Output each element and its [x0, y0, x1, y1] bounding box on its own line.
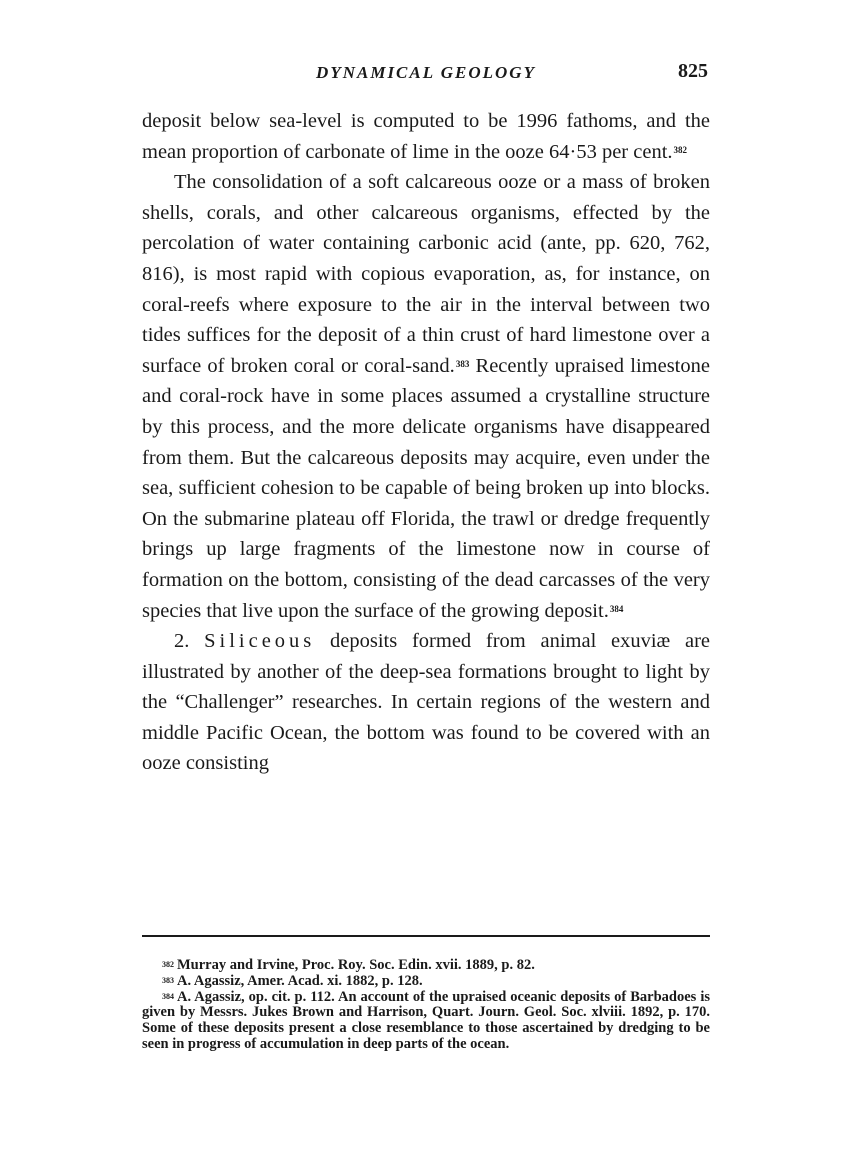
footnote-383	[142, 974, 710, 990]
footnotes	[142, 958, 710, 1053]
paragraph-3	[142, 626, 710, 779]
footnote-ref: 384	[609, 603, 624, 614]
footnote-ref: 383	[455, 358, 470, 369]
footnote-text: A. Agassiz, Amer. Acad. xi. 1882, p. 128.	[177, 972, 423, 989]
section-number: 2.	[174, 630, 205, 653]
footnote-text: A. Agassiz, op. cit. p. 112. An account of the upraised oceanic deposits of Barbadoes is given by Messrs. Jukes Brown and Harrison, Quart. Journ. Geol. Soc. xlviii. 1892, p. 170. Some of these deposits present a close resemblance to those ascertained by dredging to be seen in progress of accumulation in deep parts of the ocean.	[142, 988, 710, 1052]
page-number: 825	[678, 60, 708, 82]
body-text	[142, 106, 710, 779]
emphasized-term: Siliceous	[204, 630, 316, 653]
running-title: DYNAMICAL GEOLOGY	[316, 63, 536, 82]
footnote-number: 383	[162, 975, 174, 985]
footnote-number: 384	[162, 991, 174, 1001]
paragraph-text: deposit below sea-level is computed to be 1996 fathoms, and the mean proportion of carbonate of lime in the ooze 64·53 per cent.	[142, 110, 710, 163]
footnote-text: Murray and Irvine, Proc. Roy. Soc. Edin. xvii. 1889, p. 82.	[177, 957, 535, 973]
footnote-384	[142, 990, 710, 1053]
paragraph-text: deposits formed from animal exuviæ are illustrated by another of the deep-sea formations brought to light by the “Challenger” researches. In certain regions of the western and middle Pacific Ocean, the bottom was found to be covered with an ooze consisting	[142, 630, 710, 775]
footnote-rule	[142, 935, 710, 937]
paragraph-1	[142, 106, 710, 167]
paragraph-text: The consolidation of a soft calcareous ooze or a mass of broken shells, corals, and other calcareous organisms, effected by the percolation of water containing carbonic acid (ante, pp. 620, 762, 816), is most rapid with copious evaporation, as, for instance, on coral-reefs where exposure to the air in the interval between two tides suffices for the deposit of a thin crust of hard limestone over a surface of broken coral or coral-sand.	[142, 171, 710, 377]
paragraph-text: Recently upraised limestone and coral-rock have in some places assumed a crystalline structure by this process, and the more delicate organisms have disappeared from them. But the calcareous deposits may acquire, even under the sea, sufficient cohesion to be capable of being broken up into blocks. On the submarine plateau off Florida, the trawl or dredge frequently brings up large fragments of the limestone now in course of formation on the bottom, consisting of the dead carcasses of the very species that live upon the surface of the growing deposit.	[142, 354, 710, 622]
footnote-number: 382	[162, 960, 174, 969]
footnote-382	[142, 958, 710, 974]
paragraph-2	[142, 167, 710, 626]
footnote-ref: 382	[673, 144, 688, 155]
running-head	[142, 58, 710, 88]
